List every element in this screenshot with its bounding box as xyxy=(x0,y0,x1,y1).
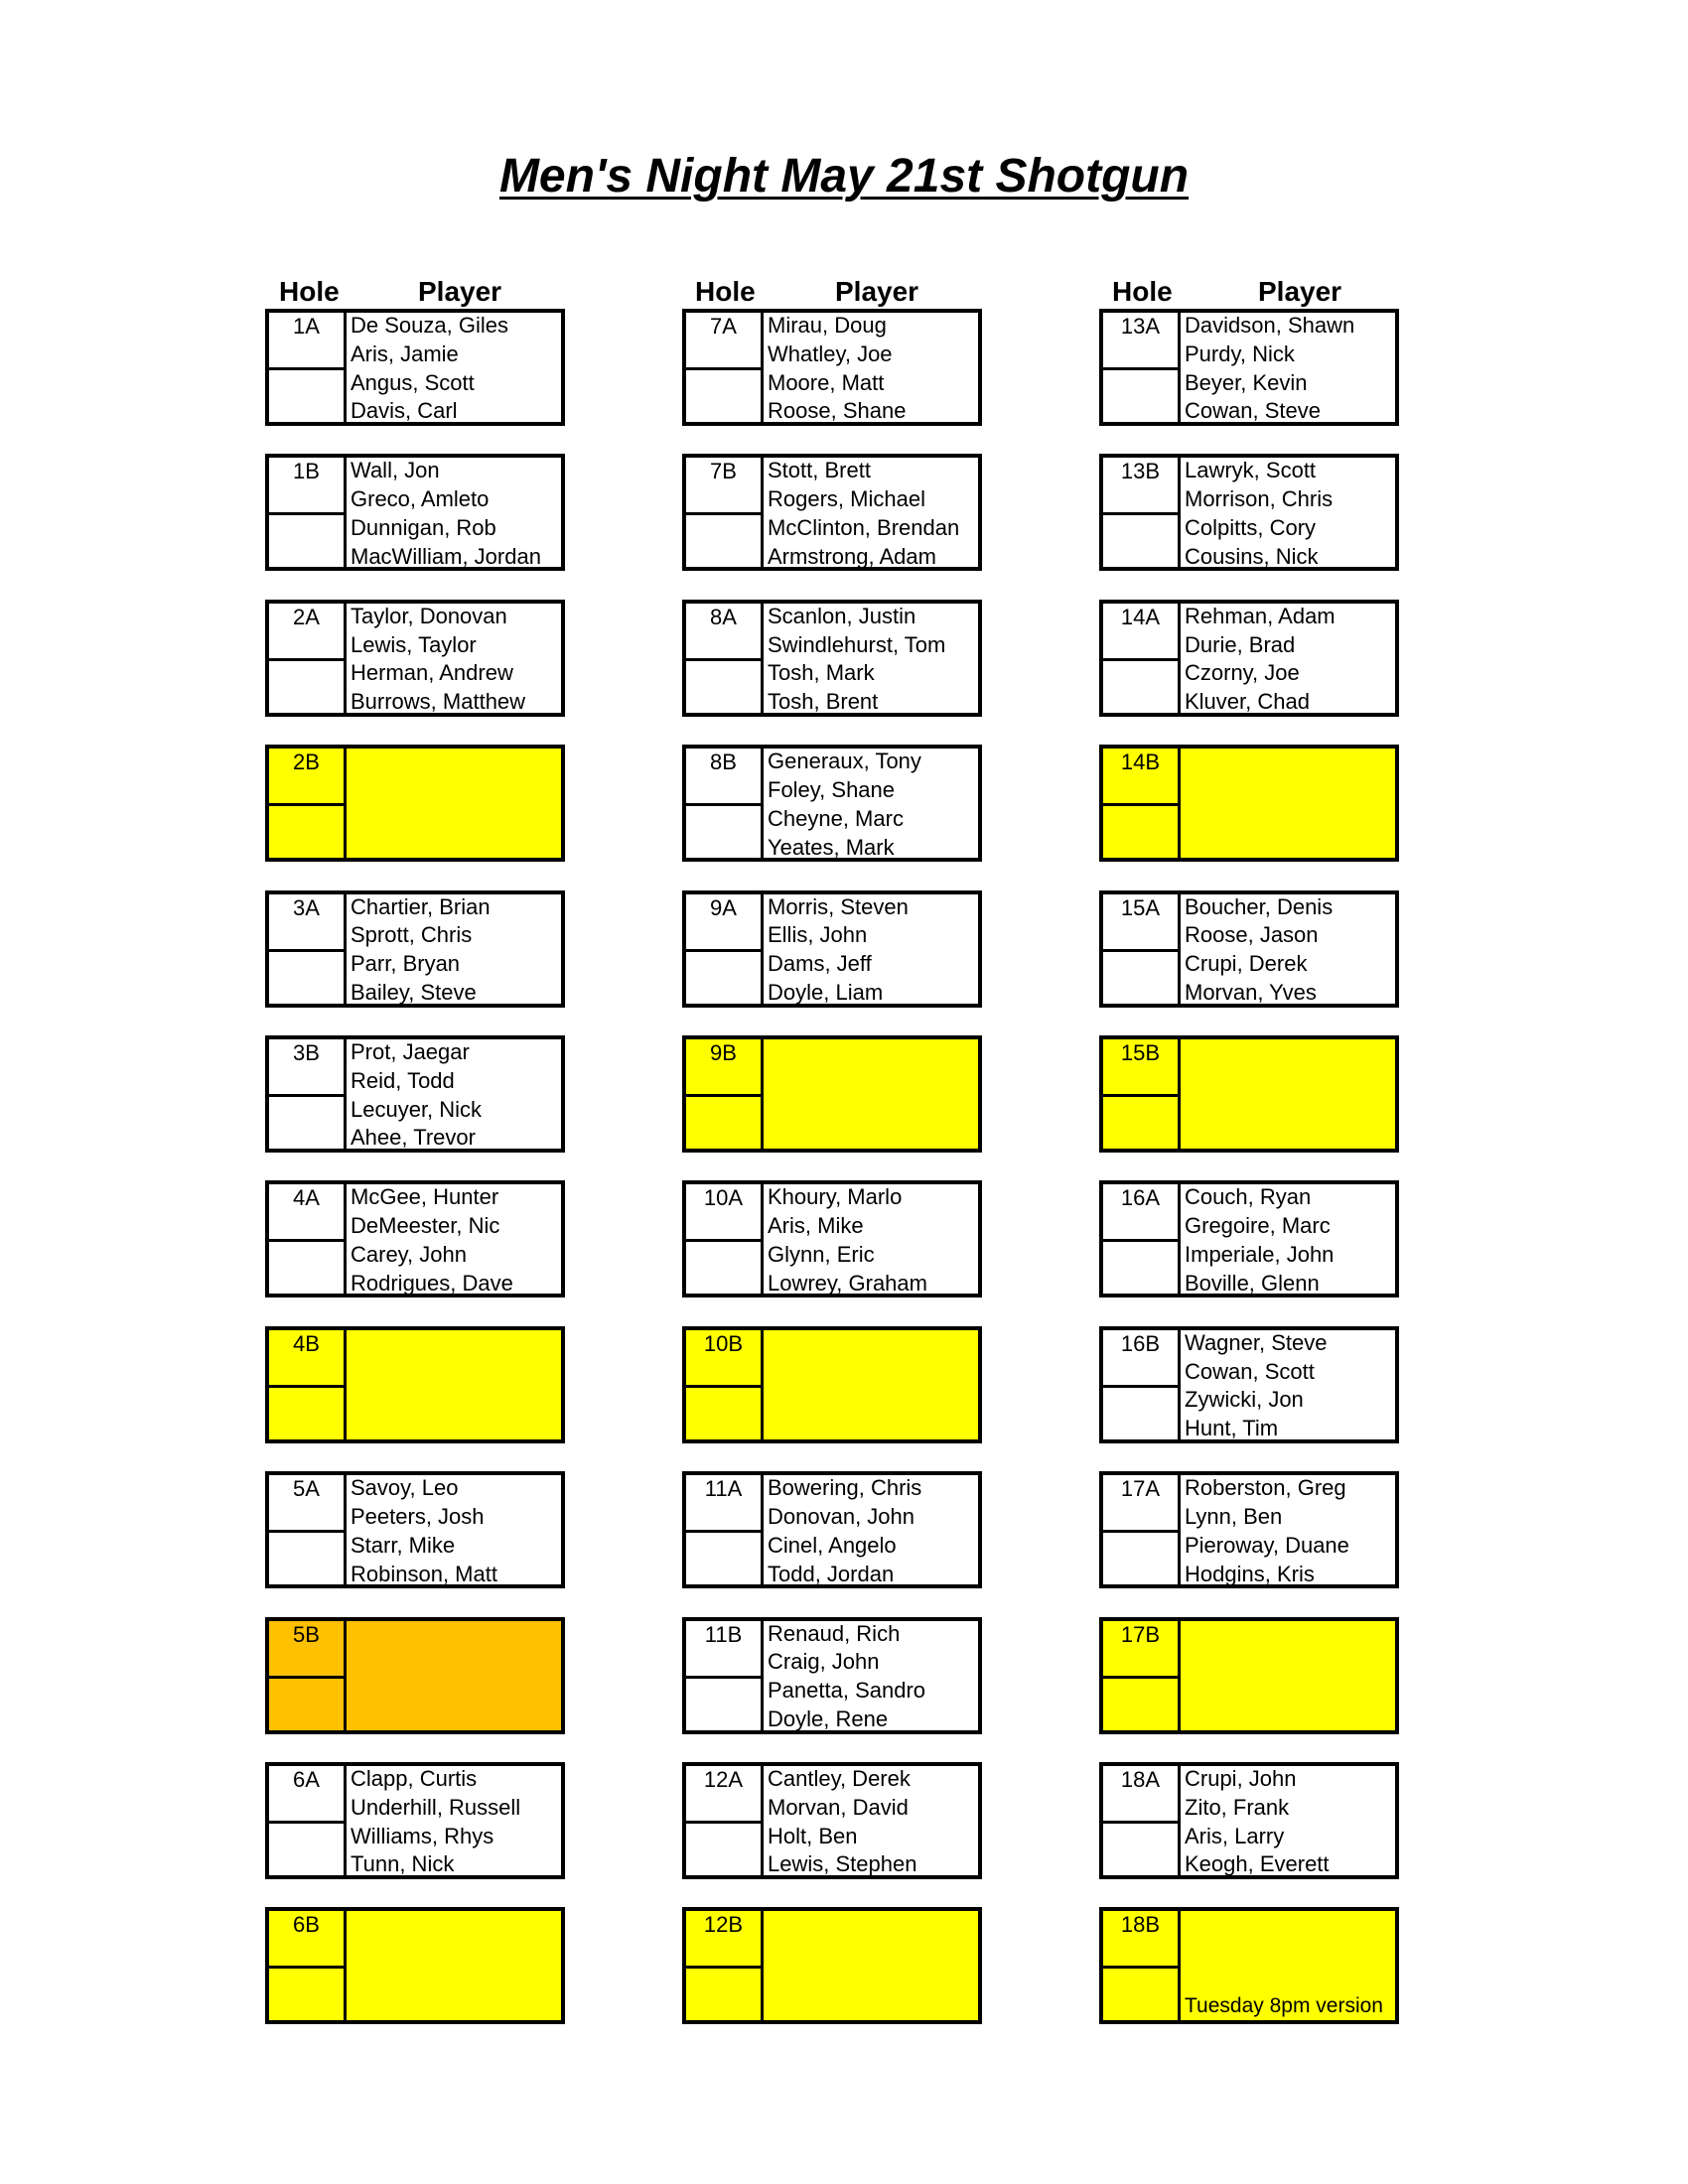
hole-number: 3B xyxy=(293,1040,320,1065)
hole-number: 1B xyxy=(293,459,320,484)
hole-number: 11B xyxy=(704,1621,743,1647)
hole-cell xyxy=(269,313,347,422)
version-note: Tuesday 8pm version xyxy=(1185,1994,1383,2018)
player-list xyxy=(349,1038,563,1153)
column-3-player-header: Player xyxy=(1258,276,1342,307)
hole-cell xyxy=(686,1766,764,1875)
player-name: Roberston, Greg xyxy=(1185,1475,1346,1501)
hole-cell-divider xyxy=(686,1385,761,1388)
player-list xyxy=(349,1765,563,1879)
player-name: Lewis, Taylor xyxy=(351,631,477,657)
player-name: Czorny, Joe xyxy=(1185,660,1300,686)
player-list xyxy=(1183,457,1397,571)
player-name: Aris, Larry xyxy=(1185,1823,1285,1848)
hole-cell-divider xyxy=(686,1094,761,1097)
hole-group-7a xyxy=(682,309,982,426)
player-list xyxy=(766,312,980,426)
hole-cell xyxy=(1103,894,1181,1004)
hole-group-12a xyxy=(682,1762,982,1879)
player-name: McGee, Hunter xyxy=(351,1184,499,1210)
hole-number: 1A xyxy=(293,314,320,339)
hole-number: 4A xyxy=(293,1185,320,1211)
player-name: Rogers, Michael xyxy=(768,486,925,512)
hole-cell xyxy=(686,1621,764,1730)
hole-group-10b xyxy=(682,1326,982,1443)
player-name: Cowan, Scott xyxy=(1185,1358,1315,1384)
player-list xyxy=(766,603,980,717)
hole-number: 17B xyxy=(1120,1621,1161,1647)
player-list xyxy=(1183,603,1397,717)
hole-cell-divider xyxy=(269,658,344,661)
hole-cell xyxy=(1103,313,1181,422)
hole-group-15b xyxy=(1099,1035,1399,1153)
hole-cell-divider xyxy=(1103,1821,1178,1824)
hole-number: 10A xyxy=(703,1185,744,1211)
player-name: Durie, Brad xyxy=(1185,631,1296,657)
hole-cell-divider xyxy=(1103,1676,1178,1679)
hole-group-6a xyxy=(265,1762,565,1879)
column-2-hole-header: Hole xyxy=(695,276,756,307)
hole-number: 2A xyxy=(293,604,320,629)
hole-group-8a xyxy=(682,600,982,717)
column-3-hole-header: Hole xyxy=(1112,276,1173,307)
player-name: Tosh, Mark xyxy=(768,660,875,686)
hole-number: 17A xyxy=(1120,1476,1161,1502)
player-name: Whatley, Joe xyxy=(768,341,893,366)
player-name: Kluver, Chad xyxy=(1185,689,1310,715)
hole-number: 6B xyxy=(293,1912,320,1938)
hole-cell-divider xyxy=(686,1530,761,1533)
hole-cell-divider xyxy=(269,803,344,806)
player-list xyxy=(1183,1329,1397,1443)
player-name: Wall, Jon xyxy=(351,458,440,483)
player-name: Cousins, Nick xyxy=(1185,543,1319,569)
hole-cell-divider xyxy=(686,1821,761,1824)
hole-cell xyxy=(269,749,347,858)
player-name: Crupi, John xyxy=(1185,1766,1297,1791)
hole-cell xyxy=(686,1911,764,2020)
hole-group-7b xyxy=(682,454,982,571)
player-name: DeMeester, Nic xyxy=(351,1213,500,1239)
player-name: Boville, Glenn xyxy=(1185,1270,1320,1296)
player-name: Tosh, Brent xyxy=(768,689,879,715)
player-name: Rehman, Adam xyxy=(1185,603,1336,628)
player-list xyxy=(1183,1765,1397,1879)
player-name: Bowering, Chris xyxy=(768,1475,922,1501)
hole-cell-divider xyxy=(1103,949,1178,952)
player-name: Colpitts, Cory xyxy=(1185,514,1317,540)
player-name: Hunt, Tim xyxy=(1185,1416,1279,1441)
player-name: Couch, Ryan xyxy=(1185,1184,1312,1210)
hole-number: 8B xyxy=(710,750,737,775)
hole-group-3b xyxy=(265,1035,565,1153)
player-name: Crupi, Derek xyxy=(1185,951,1308,977)
player-list xyxy=(349,893,563,1008)
hole-group-13b xyxy=(1099,454,1399,571)
hole-number: 4B xyxy=(293,1330,320,1356)
player-name: Davidson, Shawn xyxy=(1185,313,1355,338)
hole-cell-divider xyxy=(1103,512,1178,515)
hole-group-9b xyxy=(682,1035,982,1153)
player-name: Panetta, Sandro xyxy=(768,1678,926,1704)
player-name: Reid, Todd xyxy=(351,1067,455,1093)
hole-cell xyxy=(686,749,764,858)
player-name: Todd, Jordan xyxy=(768,1561,895,1586)
hole-number: 6A xyxy=(293,1767,320,1792)
hole-number: 12B xyxy=(703,1912,744,1938)
hole-number: 14B xyxy=(1120,750,1161,775)
player-name: Peeters, Josh xyxy=(351,1503,485,1529)
player-list xyxy=(766,1765,980,1879)
player-name: Clapp, Curtis xyxy=(351,1766,478,1791)
player-name: Robinson, Matt xyxy=(351,1561,497,1586)
hole-group-16b xyxy=(1099,1326,1399,1443)
player-name: Savoy, Leo xyxy=(351,1475,459,1501)
player-name: Renaud, Rich xyxy=(768,1620,901,1646)
hole-number: 5A xyxy=(293,1476,320,1502)
player-name: Greco, Amleto xyxy=(351,486,490,512)
player-name: Parr, Bryan xyxy=(351,951,461,977)
hole-group-5b xyxy=(265,1617,565,1734)
column-2-player-header: Player xyxy=(835,276,919,307)
hole-cell xyxy=(269,1766,347,1875)
player-name: Chartier, Brian xyxy=(351,893,491,919)
player-name: Imperiale, John xyxy=(1185,1241,1335,1267)
hole-group-4a xyxy=(265,1180,565,1297)
hole-cell-divider xyxy=(1103,1239,1178,1242)
hole-cell xyxy=(269,1184,347,1294)
hole-cell-divider xyxy=(269,512,344,515)
hole-group-14a xyxy=(1099,600,1399,717)
hole-number: 11A xyxy=(704,1476,743,1502)
hole-cell-divider xyxy=(269,367,344,370)
hole-cell xyxy=(1103,1039,1181,1149)
hole-number: 7B xyxy=(710,459,737,484)
player-list xyxy=(1183,1183,1397,1297)
player-name: Donovan, John xyxy=(768,1503,914,1529)
player-name: Davis, Carl xyxy=(351,398,458,424)
player-name: Swindlehurst, Tom xyxy=(768,631,946,657)
hole-cell xyxy=(269,1330,347,1439)
hole-number: 10B xyxy=(703,1330,744,1356)
hole-cell xyxy=(1103,1184,1181,1294)
hole-number: 12A xyxy=(703,1767,744,1792)
player-name: Starr, Mike xyxy=(351,1532,456,1558)
hole-cell xyxy=(686,1475,764,1584)
hole-group-11b xyxy=(682,1617,982,1734)
hole-cell-divider xyxy=(1103,658,1178,661)
player-name: Pieroway, Duane xyxy=(1185,1532,1349,1558)
hole-number: 7A xyxy=(710,314,737,339)
hole-cell xyxy=(269,1911,347,2020)
hole-number: 14A xyxy=(1120,604,1161,629)
hole-cell xyxy=(686,1330,764,1439)
hole-number: 13A xyxy=(1120,314,1161,339)
player-name: Hodgins, Kris xyxy=(1185,1561,1315,1586)
player-name: Scanlon, Justin xyxy=(768,603,916,628)
player-name: Prot, Jaegar xyxy=(351,1039,470,1064)
player-name: Morris, Steven xyxy=(768,893,909,919)
player-name: Carey, John xyxy=(351,1241,467,1267)
player-list xyxy=(766,1620,980,1734)
player-name: Gregoire, Marc xyxy=(1185,1213,1331,1239)
player-list xyxy=(349,1474,563,1588)
hole-cell xyxy=(1103,1766,1181,1875)
player-name: Morrison, Chris xyxy=(1185,486,1334,512)
hole-cell xyxy=(686,1184,764,1294)
hole-group-1b xyxy=(265,454,565,571)
hole-cell xyxy=(686,458,764,567)
player-list xyxy=(1183,312,1397,426)
player-list xyxy=(349,1183,563,1297)
hole-cell-divider xyxy=(269,1239,344,1242)
player-name: Khoury, Marlo xyxy=(768,1184,903,1210)
player-list xyxy=(766,1183,980,1297)
hole-cell xyxy=(686,1039,764,1149)
hole-group-11a xyxy=(682,1471,982,1588)
hole-cell-divider xyxy=(686,367,761,370)
player-name: Cinel, Angelo xyxy=(768,1532,897,1558)
player-name: Cheyne, Marc xyxy=(768,805,904,831)
hole-cell xyxy=(269,458,347,567)
hole-group-2b xyxy=(265,745,565,862)
hole-cell xyxy=(1103,604,1181,713)
player-name: Bailey, Steve xyxy=(351,979,477,1005)
hole-cell-divider xyxy=(686,1966,761,1969)
player-name: Mirau, Doug xyxy=(768,313,887,338)
player-name: Williams, Rhys xyxy=(351,1823,494,1848)
hole-cell-divider xyxy=(269,1094,344,1097)
hole-cell xyxy=(1103,1330,1181,1439)
player-name: Herman, Andrew xyxy=(351,660,513,686)
player-list xyxy=(766,748,980,862)
player-name: Roose, Shane xyxy=(768,398,907,424)
hole-group-4b xyxy=(265,1326,565,1443)
hole-cell xyxy=(269,1039,347,1149)
hole-cell-divider xyxy=(269,949,344,952)
hole-cell-divider xyxy=(1103,1385,1178,1388)
hole-group-18b xyxy=(1099,1907,1399,2024)
hole-cell-divider xyxy=(686,1239,761,1242)
hole-cell xyxy=(1103,1475,1181,1584)
player-name: Morvan, David xyxy=(768,1794,909,1820)
player-name: Aris, Mike xyxy=(768,1213,864,1239)
player-name: Underhill, Russell xyxy=(351,1794,521,1820)
hole-cell xyxy=(269,1621,347,1730)
player-list xyxy=(349,603,563,717)
hole-cell xyxy=(1103,458,1181,567)
player-name: Lewis, Stephen xyxy=(768,1851,917,1877)
hole-number: 5B xyxy=(293,1621,320,1647)
player-name: Craig, John xyxy=(768,1649,880,1675)
player-name: Rodrigues, Dave xyxy=(351,1270,513,1296)
player-name: Doyle, Liam xyxy=(768,979,884,1005)
hole-number: 18A xyxy=(1120,1767,1161,1792)
hole-group-13a xyxy=(1099,309,1399,426)
hole-group-12b xyxy=(682,1907,982,2024)
player-name: Dunnigan, Rob xyxy=(351,514,496,540)
hole-group-16a xyxy=(1099,1180,1399,1297)
hole-group-3a xyxy=(265,890,565,1008)
player-name: Yeates, Mark xyxy=(768,834,895,860)
hole-group-10a xyxy=(682,1180,982,1297)
hole-cell-divider xyxy=(1103,1966,1178,1969)
hole-cell-divider xyxy=(269,1966,344,1969)
player-name: Lecuyer, Nick xyxy=(351,1096,483,1122)
player-list xyxy=(349,312,563,426)
player-name: Zywicki, Jon xyxy=(1185,1387,1304,1413)
player-list xyxy=(349,457,563,571)
hole-group-17b xyxy=(1099,1617,1399,1734)
player-name: Boucher, Denis xyxy=(1185,893,1334,919)
player-name: Cantley, Derek xyxy=(768,1766,911,1791)
hole-cell xyxy=(686,894,764,1004)
hole-cell xyxy=(269,1475,347,1584)
hole-group-8b xyxy=(682,745,982,862)
player-list xyxy=(766,457,980,571)
hole-group-6b xyxy=(265,1907,565,2024)
player-name: Glynn, Eric xyxy=(768,1241,875,1267)
hole-number: 18B xyxy=(1120,1912,1161,1938)
hole-group-9a xyxy=(682,890,982,1008)
hole-cell-divider xyxy=(1103,803,1178,806)
hole-cell xyxy=(686,313,764,422)
hole-number: 9B xyxy=(710,1040,737,1065)
player-name: Doyle, Rene xyxy=(768,1706,889,1731)
player-name: Ellis, John xyxy=(768,922,868,948)
player-name: Purdy, Nick xyxy=(1185,341,1295,366)
player-list xyxy=(1183,893,1397,1008)
hole-group-18a xyxy=(1099,1762,1399,1879)
hole-cell-divider xyxy=(686,949,761,952)
player-name: De Souza, Giles xyxy=(351,313,508,338)
player-list xyxy=(766,893,980,1008)
player-name: Cowan, Steve xyxy=(1185,398,1321,424)
player-name: Keogh, Everett xyxy=(1185,1851,1330,1877)
column-1-player-header: Player xyxy=(418,276,502,307)
hole-cell-divider xyxy=(1103,367,1178,370)
player-name: Aris, Jamie xyxy=(351,341,459,366)
column-1-hole-header: Hole xyxy=(279,276,340,307)
player-name: Zito, Frank xyxy=(1185,1794,1290,1820)
hole-cell xyxy=(269,894,347,1004)
hole-cell-divider xyxy=(269,1821,344,1824)
hole-number: 16A xyxy=(1120,1185,1161,1211)
hole-cell-divider xyxy=(686,803,761,806)
hole-group-15a xyxy=(1099,890,1399,1008)
hole-cell-divider xyxy=(1103,1530,1178,1533)
hole-group-14b xyxy=(1099,745,1399,862)
hole-cell xyxy=(686,604,764,713)
hole-cell xyxy=(1103,749,1181,858)
player-name: Armstrong, Adam xyxy=(768,543,936,569)
hole-number: 13B xyxy=(1120,459,1161,484)
hole-cell-divider xyxy=(686,512,761,515)
hole-cell-divider xyxy=(1103,1094,1178,1097)
player-name: Moore, Matt xyxy=(768,369,885,395)
hole-group-5a xyxy=(265,1471,565,1588)
player-name: Morvan, Yves xyxy=(1185,979,1317,1005)
hole-cell xyxy=(1103,1621,1181,1730)
player-name: Angus, Scott xyxy=(351,369,475,395)
hole-number: 15B xyxy=(1120,1040,1161,1065)
hole-cell xyxy=(269,604,347,713)
hole-cell-divider xyxy=(686,1676,761,1679)
player-name: Lynn, Ben xyxy=(1185,1503,1283,1529)
player-name: McClinton, Brendan xyxy=(768,514,960,540)
player-name: Burrows, Matthew xyxy=(351,689,526,715)
player-name: Foley, Shane xyxy=(768,776,896,802)
player-list xyxy=(766,1474,980,1588)
player-name: Stott, Brett xyxy=(768,458,871,483)
player-name: Roose, Jason xyxy=(1185,922,1319,948)
hole-cell-divider xyxy=(269,1385,344,1388)
hole-number: 16B xyxy=(1120,1330,1161,1356)
hole-group-1a xyxy=(265,309,565,426)
player-name: Tunn, Nick xyxy=(351,1851,455,1877)
hole-group-17a xyxy=(1099,1471,1399,1588)
player-name: MacWilliam, Jordan xyxy=(351,543,541,569)
player-name: Holt, Ben xyxy=(768,1823,858,1848)
player-name: Dams, Jeff xyxy=(768,951,872,977)
player-name: Ahee, Trevor xyxy=(351,1125,476,1151)
hole-number: 3A xyxy=(293,894,320,920)
player-name: Lawryk, Scott xyxy=(1185,458,1317,483)
player-list xyxy=(1183,1474,1397,1588)
player-name: Sprott, Chris xyxy=(351,922,473,948)
player-name: Generaux, Tony xyxy=(768,749,921,774)
page-title: Men's Night May 21st Shotgun xyxy=(498,150,1190,203)
hole-cell xyxy=(1103,1911,1181,2020)
player-name: Wagner, Steve xyxy=(1185,1329,1328,1355)
hole-cell-divider xyxy=(269,1530,344,1533)
hole-number: 8A xyxy=(710,604,737,629)
hole-group-2a xyxy=(265,600,565,717)
player-name: Lowrey, Graham xyxy=(768,1270,927,1296)
hole-number: 9A xyxy=(710,894,737,920)
player-name: Beyer, Kevin xyxy=(1185,369,1308,395)
player-name: Taylor, Donovan xyxy=(351,603,507,628)
hole-cell-divider xyxy=(686,658,761,661)
hole-number: 15A xyxy=(1120,894,1161,920)
hole-cell-divider xyxy=(269,1676,344,1679)
hole-number: 2B xyxy=(293,750,320,775)
